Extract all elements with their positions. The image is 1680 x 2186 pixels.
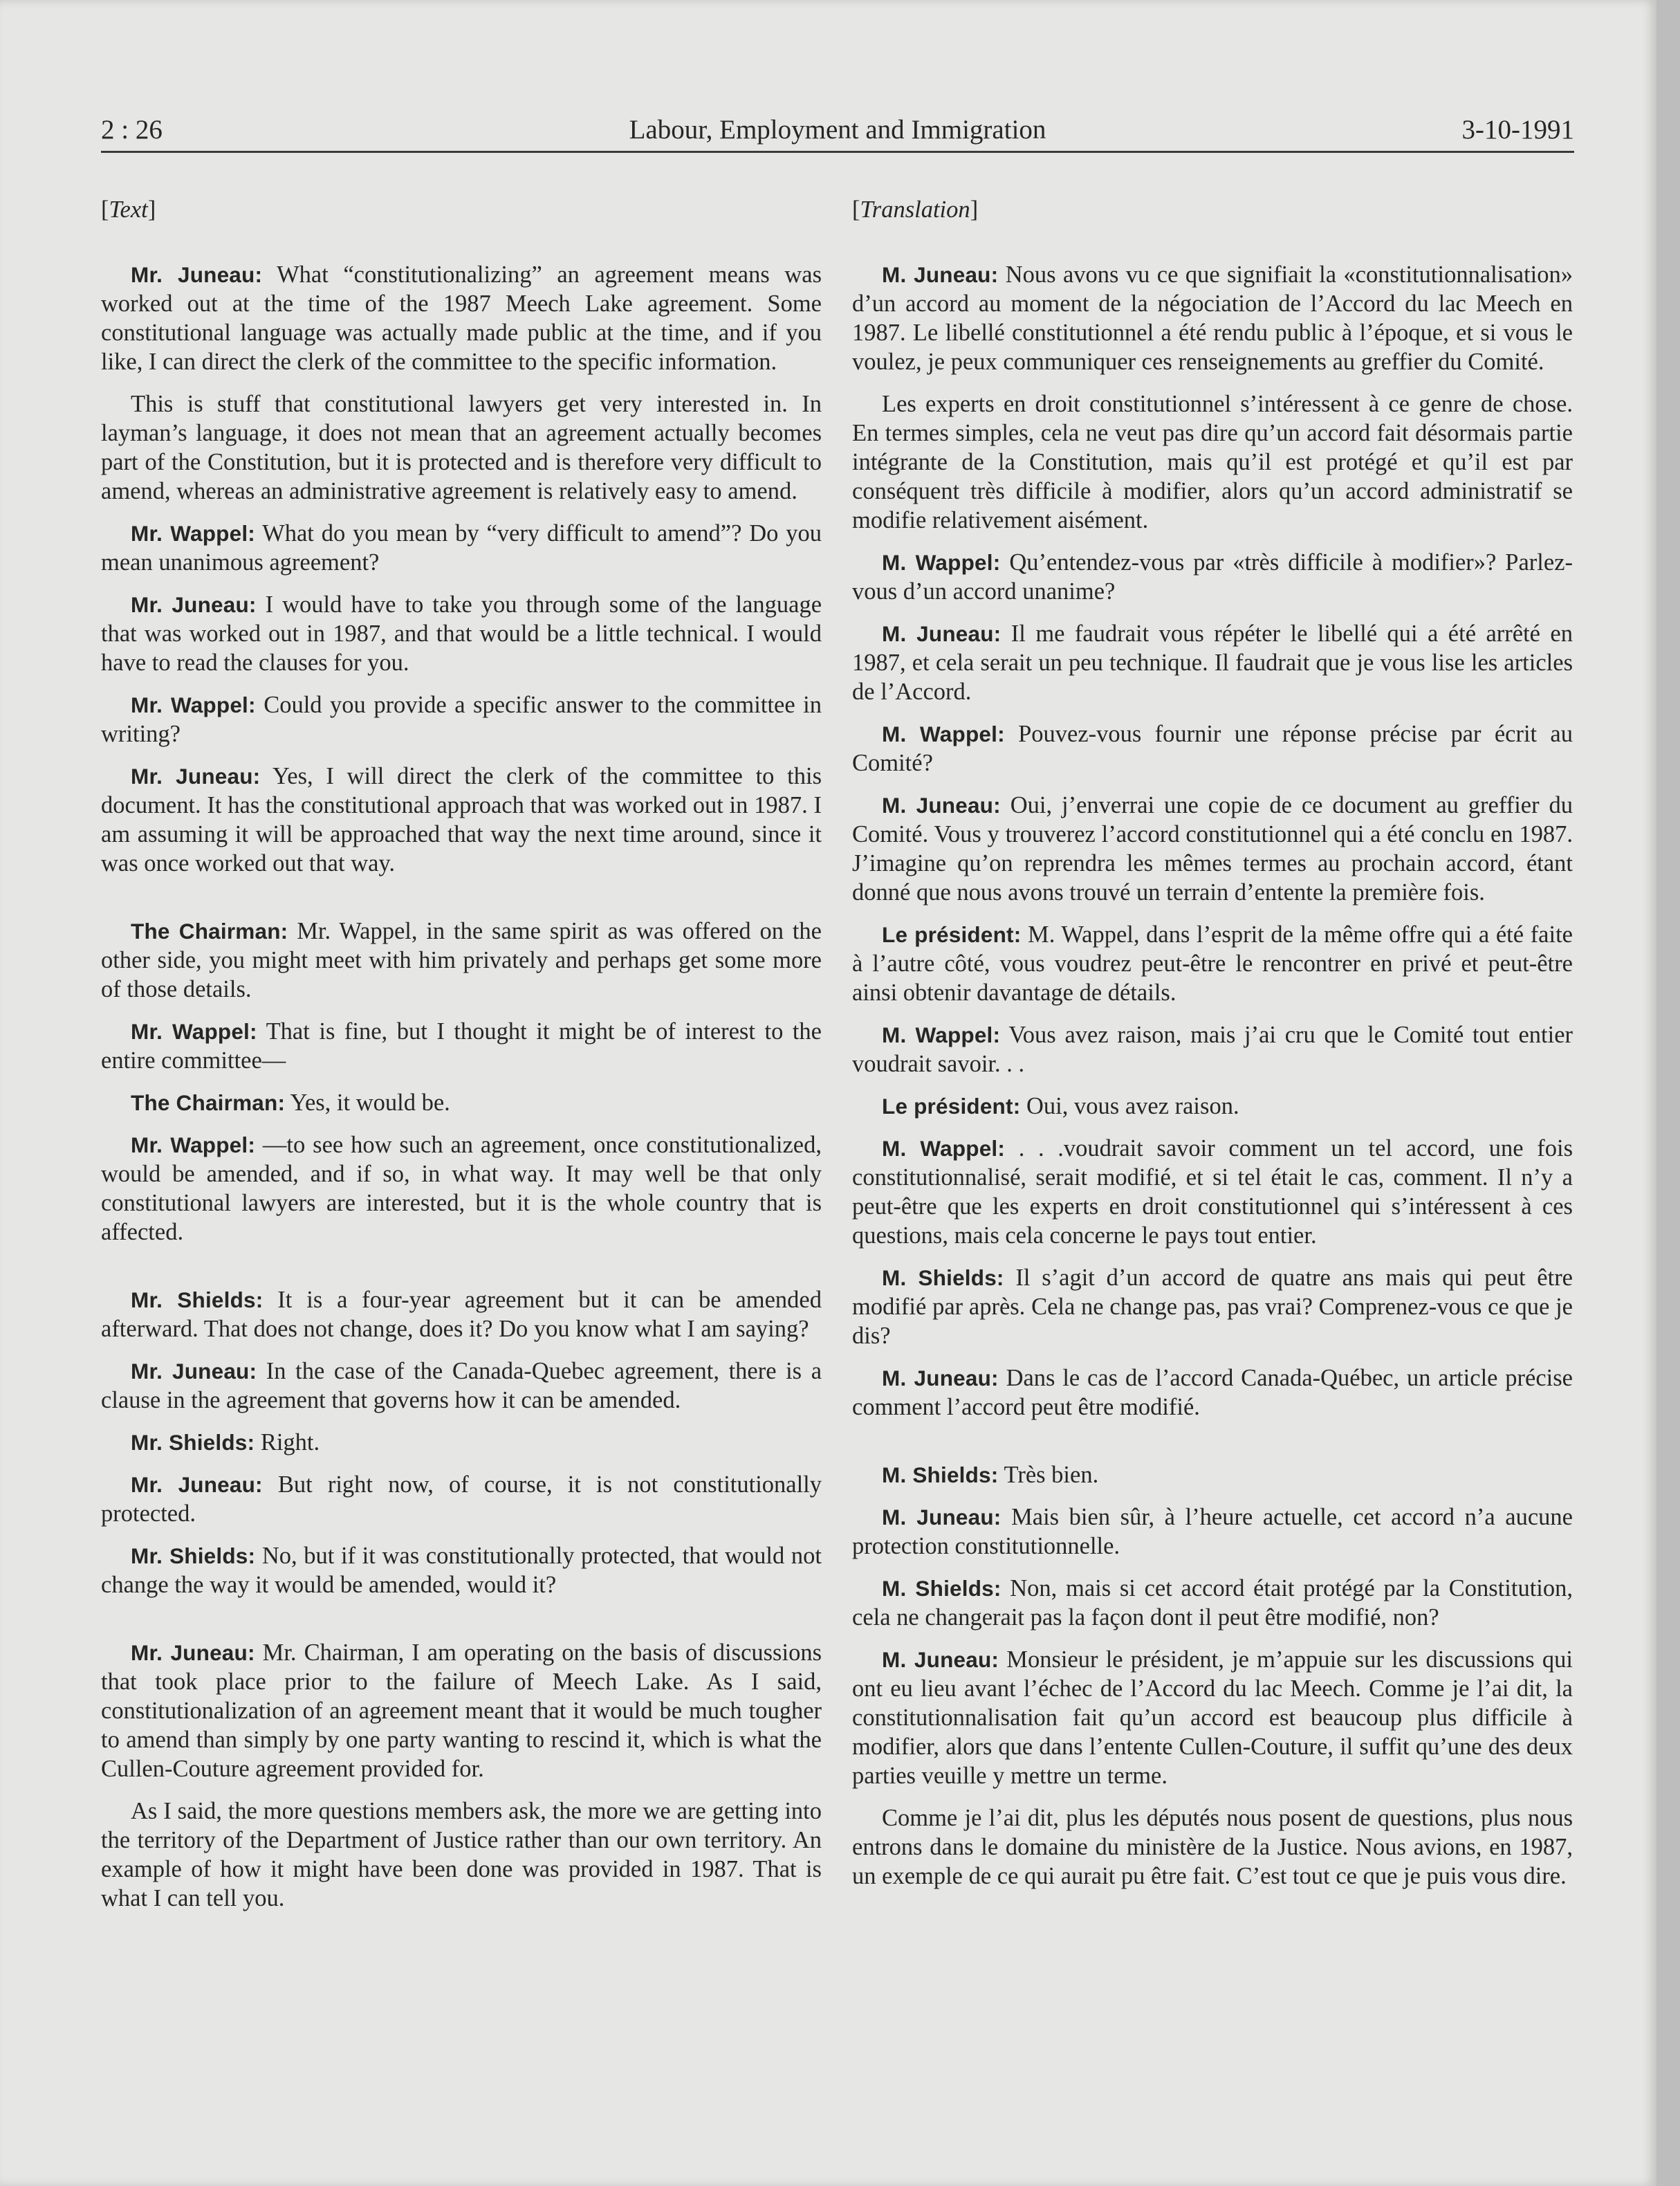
speaker-name: Mr. Wappel: — [131, 521, 255, 546]
transcript-paragraph — [852, 1134, 1573, 1250]
speech-text: It is a four-year agreement but it can be amended afterward. That does not change, does it? Do you know what I am saying? — [101, 1287, 822, 1342]
speaker-name: M. Shields: — [882, 1462, 999, 1487]
speech-text: Il me faudrait vous répéter le libellé qui a été arrêté en 1987, et cela serait un peu technique. Il faudrait que je vous lise les articles de l’Accord. — [852, 621, 1573, 705]
transcript-paragraph — [852, 1460, 1573, 1489]
transcript-paragraph — [852, 1263, 1573, 1350]
transcript-paragraph — [101, 1285, 822, 1343]
speaker-name: M. Wappel: — [882, 550, 1001, 575]
transcript-paragraph — [101, 519, 822, 577]
speech-text: Monsieur le président, je m’appuie sur les discussions qui ont eu lieu avant l’échec de l’Accord du lac Meech. Comme je l’ai dit, la constitutionnalisation fait qu’un accord est beaucoup plus difficile à modifier, alors que dans l’entente Cullen-Couture, il suffit qu’une des deux parties veuille y mettre un terme. — [852, 1646, 1573, 1789]
speaker-name: M. Wappel: — [882, 1022, 1001, 1047]
transcript-paragraph — [101, 1130, 822, 1247]
transcript-paragraph — [852, 1574, 1573, 1632]
speech-text: Dans le cas de l’accord Canada-Québec, un article précise comment l’accord peut être modifié. — [852, 1365, 1573, 1420]
speech-text: Comme je l’ai dit, plus les députés nous posent de questions, plus nous entrons dans le domaine du ministère de la Justice. Nous avions, en 1987, un exemple de ce qui aurait pu être fait. C’est tout ce que je puis vous dire. — [852, 1805, 1573, 1889]
english-column — [101, 195, 822, 1926]
transcript-paragraph — [852, 1503, 1573, 1561]
speaker-name: Mr. Juneau: — [131, 592, 257, 617]
transcript-paragraph — [101, 917, 822, 1004]
transcript-paragraph — [101, 1088, 822, 1117]
speech-text: Yes, it would be. — [285, 1090, 450, 1116]
speech-text: Très bien. — [998, 1462, 1099, 1488]
speech-text: M. Wappel, dans l’esprit de la même offre qui a été faite à l’autre côté, vous voudrez peut-être le rencontrer en privé et peut-être ainsi obtenir davantage de détails. — [852, 921, 1573, 1006]
speaker-name: Mr. Wappel: — [131, 1132, 256, 1157]
transcript-paragraph — [852, 1645, 1573, 1790]
transcript-paragraph — [101, 1797, 822, 1913]
transcript-paragraph — [101, 1541, 822, 1599]
speaker-name: Le président: — [882, 1094, 1021, 1119]
running-title: Labour, Employment and Immigration — [629, 115, 1046, 145]
transcript-paragraph — [101, 590, 822, 677]
speaker-name: Le président: — [882, 922, 1022, 947]
speaker-name: Mr. Wappel: — [131, 1019, 257, 1044]
speech-text: I would have to take you through some of the language that was worked out in 1987, and that would be a little technical. I would have to read the clauses for you. — [101, 591, 822, 676]
speech-text: What “constitutionalizing” an agreement means was worked out at the time of the 1987 Meech Lake agreement. Some constitutional language was actually made public at the time, and if you like, I can direct the clerk of the committee to the specific information. — [101, 261, 822, 375]
speech-text: Mr. Chairman, I am operating on the basis of discussions that took place prior to the failure of Meech Lake. As I said, constitutionalization of an agreement meant that it would be much tougher to amend than simply by one party wanting to rescind it, which is what the Cullen-Couture agreement provided for. — [101, 1640, 822, 1782]
transcript-paragraph — [852, 548, 1573, 606]
speaker-name: Mr. Shields: — [131, 1543, 256, 1568]
transcript-paragraph — [852, 619, 1573, 706]
speech-text: Right. — [255, 1429, 320, 1455]
speech-text: Yes, I will direct the clerk of the committee to this document. It has the constitutional approach that was worked out in 1987. I am assuming it will be approached that way the next time around, since it was once worked out that way. — [101, 763, 822, 876]
speaker-name: Mr. Juneau: — [131, 764, 261, 789]
speaker-name: Mr. Wappel: — [131, 692, 256, 717]
transcript-paragraph — [852, 1092, 1573, 1121]
speech-text: Non, mais si cet accord était protégé par la Constitution, cela ne changerait pas la façon dont il peut être modifié, non? — [852, 1575, 1573, 1631]
transcript-paragraph — [101, 1428, 822, 1457]
speech-text: Qu’entendez-vous par «très difficile à modifier»? Parlez-vous d’un accord unanime? — [852, 549, 1573, 605]
speech-text: Nous avons vu ce que signifiait la «constitutionnalisation» d’un accord au moment de la négociation de l’Accord du lac Meech en 1987. Le libellé constitutionnel a été rendu public à l’époque, et si vous le voulez, je peux communiquer ces renseignements au greffier du Comité. — [852, 261, 1573, 375]
transcript-paragraph — [852, 1803, 1573, 1891]
transcript-paragraph — [101, 690, 822, 748]
speech-text: What do you mean by “very difficult to amend”? Do you mean unanimous agreement? — [101, 520, 822, 576]
speaker-name: M. Wappel: — [882, 722, 1005, 746]
speech-text: . . .voudrait savoir comment un tel accord, une fois constitutionnalisé, serait modifié, et si tel était le cas, comment. Il n’y a peut-être que les experts en droit constitutionnel qui s’intéressent à ces questions, mais cela concerne le pays tout entier. — [852, 1135, 1573, 1249]
transcript-paragraph — [852, 791, 1573, 907]
speech-text: This is stuff that constitutional lawyers get very interested in. In layman’s language, it does not mean that an agreement actually becomes part of the Constitution, but it is protected and is therefore very difficult to amend, whereas an administrative agreement is relatively easy to amend. — [101, 391, 822, 504]
speech-text: Oui, vous avez raison. — [1020, 1093, 1239, 1119]
speech-text: Vous avez raison, mais j’ai cru que le Comité tout entier voudrait savoir. . . — [852, 1022, 1573, 1077]
speaker-name: M. Shields: — [882, 1265, 1004, 1290]
speaker-name: M. Juneau: — [882, 262, 999, 287]
speaker-name: Mr. Shields: — [131, 1287, 264, 1312]
speech-text: Il s’agit d’un accord de quatre ans mais qui peut être modifié par après. Cela ne change pas, pas vrai? Comprenez-vous ce que je dis? — [852, 1265, 1573, 1349]
transcript-paragraph — [852, 389, 1573, 535]
speech-text: Mr. Wappel, in the same spirit as was offered on the other side, you might meet with him privately and perhaps get some more of those details. — [101, 918, 822, 1002]
translation-tag: [Translation] — [852, 196, 979, 223]
speaker-name: M. Juneau: — [882, 1647, 999, 1672]
speaker-name: Mr. Juneau: — [131, 1359, 257, 1384]
speaker-name: M. Juneau: — [882, 621, 1001, 646]
speech-text: Oui, j’enverrai une copie de ce document au greffier du Comité. Vous y trouverez l’accord constitutionnel qui a été conclu en 1987. J’imagine qu’on reprendra les mêmes termes au prochain accord, étant donné que nous avons trouvé un terrain d’entente la première fois. — [852, 792, 1573, 906]
speech-text: Could you provide a specific answer to the committee in writing? — [101, 692, 822, 747]
transcript-paragraph — [101, 1638, 822, 1783]
speaker-name: The Chairman: — [131, 1090, 286, 1115]
speech-text: No, but if it was constitutionally protected, that would not change the way it would be amended, would it? — [101, 1543, 822, 1598]
speaker-name: Mr. Juneau: — [131, 262, 263, 287]
speech-text: That is fine, but I thought it might be of interest to the entire committee— — [101, 1018, 822, 1074]
speaker-name: Mr. Shields: — [131, 1430, 255, 1455]
speaker-name: The Chairman: — [131, 919, 288, 944]
transcript-paragraph — [852, 719, 1573, 778]
transcript-paragraph — [101, 260, 822, 376]
transcript-paragraph — [101, 389, 822, 506]
speech-text: As I said, the more questions members ask, the more we are getting into the territory of the Department of Justice rather than our own territory. An example of how it might have been done was provided in 1987. That is what I can tell you. — [101, 1798, 822, 1911]
header-date: 3-10-1991 — [1461, 115, 1574, 145]
speaker-name: M. Juneau: — [882, 1366, 999, 1390]
transcript-paragraph — [852, 260, 1573, 376]
page-header — [101, 109, 1574, 153]
transcript-paragraph — [101, 1357, 822, 1415]
speaker-name: M. Juneau: — [882, 1505, 1001, 1530]
speech-text: Les experts en droit constitutionnel s’intéressent à ce genre de chose. En termes simples, cela ne veut pas dire qu’un accord fait désormais partie intégrante de la Constitution, mais qu’il est protégé et qu’il est par conséquent très difficile à modifier, alors qu’un accord administratif se modifie relativement aisément. — [852, 391, 1573, 533]
speech-text: Mais bien sûr, à l’heure actuelle, cet accord n’a aucune protection constitutionnelle. — [852, 1504, 1573, 1559]
speech-text: Pouvez-vous fournir une réponse précise par écrit au Comité? — [852, 721, 1573, 776]
transcript-paragraph — [852, 1020, 1573, 1078]
speaker-name: M. Juneau: — [882, 793, 1001, 818]
speech-text: But right now, of course, it is not constitutionally protected. — [101, 1471, 822, 1527]
transcript-paragraph — [101, 1470, 822, 1528]
speaker-name: M. Shields: — [882, 1576, 1001, 1601]
transcript-paragraph — [852, 1363, 1573, 1422]
speech-text: In the case of the Canada-Quebec agreement, there is a clause in the agreement that governs how it can be amended. — [101, 1358, 822, 1413]
french-column — [852, 195, 1573, 1904]
page-number: 2 : 26 — [101, 115, 163, 145]
transcript-paragraph — [101, 1017, 822, 1075]
text-tag: [Text] — [101, 196, 156, 223]
french-paragraphs — [852, 260, 1573, 1891]
transcript-paragraph — [101, 762, 822, 878]
speaker-name: Mr. Juneau: — [131, 1472, 263, 1497]
english-paragraphs — [101, 260, 822, 1913]
speech-text: —to see how such an agreement, once constitutionalized, would be amended, and if so, in what way. It may well be that only constitutional lawyers are interested, but it is the whole country that is affected. — [101, 1132, 822, 1245]
transcript-paragraph — [852, 920, 1573, 1007]
speaker-name: Mr. Juneau: — [131, 1640, 255, 1665]
speaker-name: M. Wappel: — [882, 1136, 1006, 1161]
